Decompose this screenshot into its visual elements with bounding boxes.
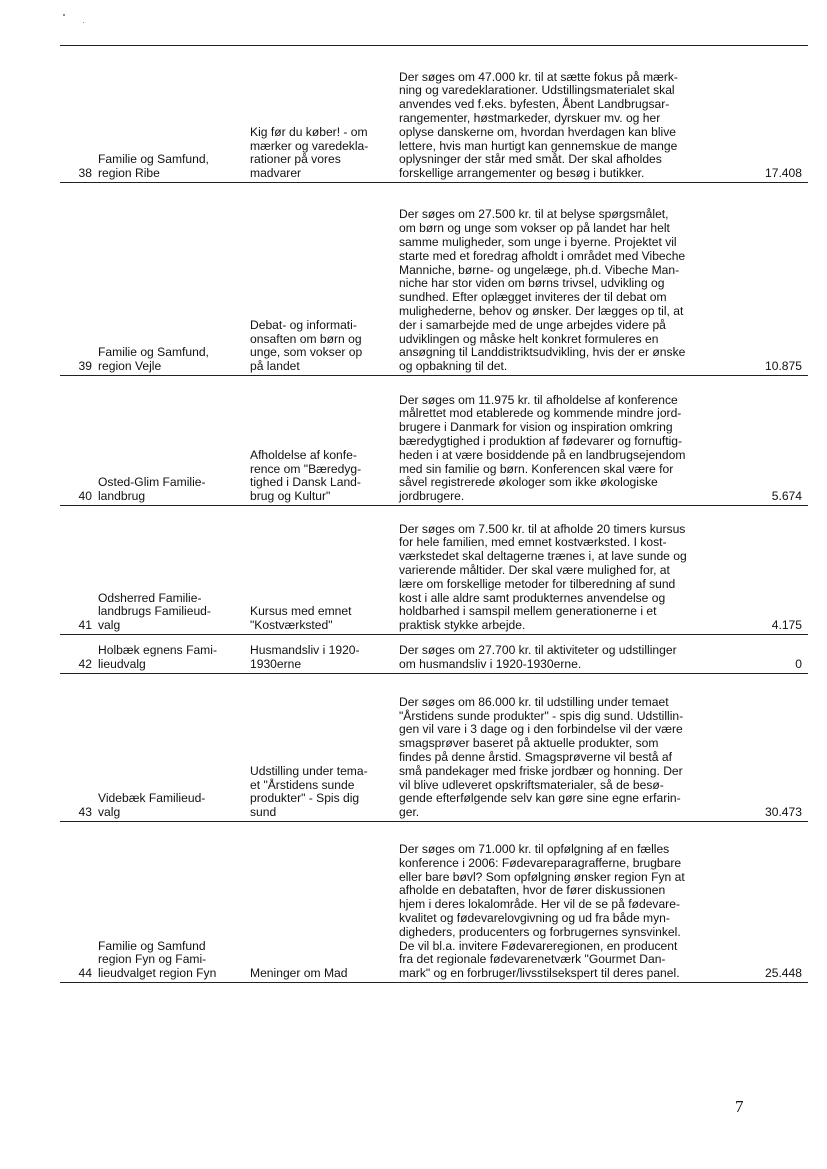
description-cell-line: niche har stor viden om børns trivsel, udvikling og — [399, 276, 665, 291]
description-cell-line: Der søges om 71.000 kr. til opfølgning af en fælles — [399, 842, 670, 857]
project-title-cell-line: produkter" - Spis dig — [250, 791, 360, 806]
table-row — [60, 46, 808, 183]
project-title-cell-line: Kig før du køber! - om — [250, 124, 368, 139]
description-cell — [399, 394, 745, 504]
applicant-cell-line: valg — [98, 805, 121, 820]
project-title-cell — [250, 644, 398, 672]
description-cell-line: ger. — [399, 805, 420, 820]
scan-artifact — [63, 14, 65, 16]
description-cell-line: starte med et foredrag afholdt i området med Vibeche — [399, 248, 686, 263]
applicant-cell — [98, 476, 246, 504]
description-cell-line: holdbarhed i samspil mellem generationerne i et — [399, 604, 657, 619]
description-cell-line: bæredygtighed i produktion af fødevarer og fornuftig- — [399, 434, 683, 449]
description-cell-line: der i samarbejde med de unge arbejdes videre på — [399, 317, 666, 332]
description-cell-line: lettere, hvis man hurtigt kan gennemskue de mange — [399, 138, 678, 153]
table-row — [60, 506, 808, 635]
description-cell-line: om husmandsliv i 1920-1930erne. — [399, 657, 582, 672]
description-cell-line: oplysninger der står med småt. Der skal afholdes — [399, 152, 662, 167]
table-row — [60, 674, 808, 822]
description-cell-line: Der søges om 27.700 kr. til aktiviteter og udstillinger — [399, 643, 677, 658]
description-cell-line: forskellige arrangementer og besøg i butikker. — [399, 166, 645, 181]
project-title-cell-line: Afholdelse af konfe- — [250, 447, 357, 462]
description-cell-line: mark" og en forbruger/livsstilsekspert til deres panel. — [399, 966, 680, 981]
project-title-cell — [250, 605, 398, 633]
description-cell-line: varierende måltider. Der skal være mulighed for, at — [399, 563, 670, 578]
description-cell-line: oplyse danskerne om, hvordan hverdagen kan blive — [399, 124, 676, 139]
applicant-cell-line: Osted-Glim Familie- — [98, 475, 206, 490]
applicant-cell-line: Videbæk Familieud- — [98, 791, 206, 806]
project-title-cell-line: Husmandsliv i 1920- — [250, 643, 360, 658]
description-cell-line: mulighederne, behov og ønsker. Der lægges op til, at — [399, 304, 684, 319]
project-title-cell-line: unge, som vokser op — [250, 345, 363, 360]
description-cell-line: afholde en debataften, hvor de fører diskussionen — [399, 883, 666, 898]
applicant-cell-line: region Vejle — [98, 359, 162, 374]
description-cell-line: om børn og unge som vokser op på landet har helt — [399, 221, 670, 236]
project-title-cell-line: onsaften om børn og — [250, 331, 362, 346]
project-title-cell-line: 1930erne — [250, 657, 302, 672]
project-title-cell-line: et "Årstidens sunde — [250, 777, 355, 792]
description-cell-line: samme muligheder, som unge i byerne. Projektet vil — [399, 235, 677, 250]
project-title-cell — [250, 319, 398, 374]
applicant-cell-line: Familie og Samfund, — [98, 345, 209, 360]
page-number: 7 — [735, 1097, 744, 1116]
project-title-cell — [250, 449, 398, 504]
description-cell-line: praktisk stykke arbejde. — [399, 618, 526, 633]
description-cell-line: heden i at være bosiddende på en landbrugsejendom — [399, 447, 686, 462]
description-cell-line: vil blive udleveret opskriftsmaterialer, så de besø- — [399, 777, 664, 792]
amount-cell: 25.448 — [765, 966, 802, 981]
description-cell-line: anvendes ved f.eks. byfesten, Åbent Landbrugsar- — [399, 97, 670, 112]
project-title-cell-line: Udstilling under tema- — [250, 763, 368, 778]
amount-cell: 17.408 — [765, 166, 802, 181]
applicant-cell-line: lieudvalg — [98, 657, 146, 672]
project-title-cell-line: Debat- og informati- — [250, 317, 357, 332]
description-cell — [399, 208, 745, 374]
description-cell-line: sundhed. Efter oplægget inviteres der til debat om — [399, 290, 667, 305]
applicant-cell — [98, 792, 246, 820]
applicant-cell-line: Holbæk egnens Fami- — [98, 643, 217, 658]
description-cell-line: med sin familie og børn. Konferencen skal være for — [399, 461, 674, 476]
description-cell-line: Der søges om 27.500 kr. til at belyse spørgsmålet, — [399, 207, 669, 222]
project-title-cell-line: rence om "Bæredyg- — [250, 461, 362, 476]
project-title-cell-line: brug og Kultur" — [250, 489, 331, 504]
description-cell-line: såvel registrerede økologer som ikke økologiske — [399, 475, 658, 490]
applicant-cell-line: Odsherred Familie- — [98, 590, 202, 605]
row-number: 44 — [78, 966, 92, 981]
amount-cell: 4.175 — [771, 618, 802, 633]
row-number: 42 — [78, 657, 92, 672]
description-cell — [399, 696, 745, 820]
amount-cell: 30.473 — [765, 805, 802, 820]
description-cell-line: Der søges om 11.975 kr. til afholdelse af konference — [399, 392, 678, 407]
project-title-cell-line: "Kostværksted" — [250, 618, 333, 633]
applicant-cell-line: valg — [98, 618, 121, 633]
row-number: 41 — [78, 618, 92, 633]
description-cell — [399, 843, 745, 981]
amount-cell: 10.875 — [765, 359, 802, 374]
description-cell — [399, 71, 745, 181]
project-title-cell-line: madvarer — [250, 166, 302, 181]
description-cell-line: udviklingen og måske helt konkret formuleres en — [399, 331, 659, 346]
amount-cell: 5.674 — [771, 489, 802, 504]
table-row — [60, 822, 808, 983]
description-cell-line: ning og varedeklarationer. Udstillingsmaterialet skal — [399, 83, 675, 98]
applicant-cell-line: region Ribe — [98, 166, 160, 181]
description-cell-line: målrettet mod etablerede og kommende mindre jord- — [399, 406, 682, 421]
project-title-cell-line: på landet — [250, 359, 300, 374]
description-cell-line: "Årstidens sunde produkter" - spis dig sund. Udstillin- — [399, 708, 684, 723]
applicant-cell-line: region Fyn og Fami- — [98, 952, 207, 967]
description-cell-line: for hele familien, med emnet kostværksted. I kost- — [399, 535, 667, 550]
description-cell-line: findes på denne årstid. Smagsprøverne vil bestå af — [399, 750, 672, 765]
row-number: 40 — [78, 489, 92, 504]
description-cell-line: digheders, producenters og forbrugernes synsvinkel. — [399, 924, 681, 939]
row-number: 38 — [78, 166, 92, 181]
description-cell-line: små pandekager med friske jordbær og honning. Der — [399, 763, 683, 778]
description-cell-line: hjem i deres lokalområde. Her vil de se på fødevare- — [399, 897, 680, 912]
applicant-cell-line: Familie og Samfund, — [98, 152, 209, 167]
applicant-cell-line: Familie og Samfund — [98, 938, 206, 953]
description-cell-line: Manniche, børne- og ungelæge, ph.d. Vibeche Man- — [399, 262, 680, 277]
amount-cell: 0 — [795, 657, 802, 672]
description-cell-line: værkstedet skal deltagerne trænes i, at lave sunde og — [399, 549, 687, 564]
applicant-cell — [98, 592, 246, 633]
description-cell-line: lære om forskellige metoder for tilberedning af sund — [399, 576, 676, 591]
project-title-cell-line: tighed i Dansk Land- — [250, 475, 361, 490]
table-row — [60, 376, 808, 506]
description-cell-line: gen vil vare i 3 dage og i den forbindelse vil der være — [399, 722, 683, 737]
description-cell-line: gende efterfølgende selv kan gøre sine egne erfarin- — [399, 791, 681, 806]
applicant-cell — [98, 940, 246, 981]
applicant-cell — [98, 644, 246, 672]
description-cell-line: Der søges om 86.000 kr. til udstilling under temaet — [399, 694, 669, 709]
description-cell-line: kvalitet og fødevarelovgivning og ud fra både myn- — [399, 911, 670, 926]
description-cell-line: og opbakning til det. — [399, 359, 508, 374]
description-cell-line: jordbrugere. — [399, 489, 465, 504]
row-number: 39 — [78, 359, 92, 374]
project-title-cell-line: rationer på vores — [250, 152, 341, 167]
description-cell-line: kost i alle aldre samt produkternes anvendelse og — [399, 590, 666, 605]
description-cell-line: konference i 2006: Fødevareparagrafferne, brugbare — [399, 855, 682, 870]
applicant-cell-line: landbrugs Familieud- — [98, 604, 211, 619]
applicant-cell — [98, 346, 246, 374]
project-title-cell-line: Meninger om Mad — [250, 966, 348, 981]
project-title-cell-line: sund — [250, 805, 277, 820]
description-cell-line: eller bare bøvl? Som opfølgning ønsker region Fyn at — [399, 869, 685, 884]
description-cell-line: Der søges om 7.500 kr. til at afholde 20 timers kursus — [399, 521, 686, 536]
applicant-cell-line: lieudvalget region Fyn — [98, 966, 217, 981]
row-number: 43 — [78, 805, 92, 820]
table-row — [60, 183, 808, 376]
project-title-cell-line: Kursus med emnet — [250, 604, 352, 619]
description-cell-line: Der søges om 47.000 kr. til at sætte fokus på mærk- — [399, 69, 678, 84]
description-cell-line: rangementer, høstmarkeder, dyrskuer mv. og her — [399, 111, 661, 126]
table-row — [60, 635, 808, 674]
project-title-cell — [250, 765, 398, 820]
description-cell-line: fra det regionale fødevarenetværk "Gourmet Dan- — [399, 952, 666, 967]
applicant-cell-line: landbrug — [98, 489, 146, 504]
applicant-cell — [98, 153, 246, 181]
description-cell-line: brugere i Danmark for vision og inspiration omkring — [399, 420, 673, 435]
description-cell-line: smagsprøver baseret på aktuelle produkter, som — [399, 736, 659, 751]
description-cell-line: De vil bl.a. invitere Fødevareregionen, en producent — [399, 938, 678, 953]
project-title-cell — [250, 967, 398, 981]
description-cell-line: ansøgning til Landdistriktsudvikling, hvis der er ønske — [399, 345, 686, 360]
description-cell — [399, 523, 745, 633]
description-cell — [399, 644, 745, 672]
project-title-cell-line: mærker og varedekla- — [250, 138, 369, 153]
scan-artifact — [83, 22, 84, 23]
project-title-cell — [250, 126, 398, 181]
